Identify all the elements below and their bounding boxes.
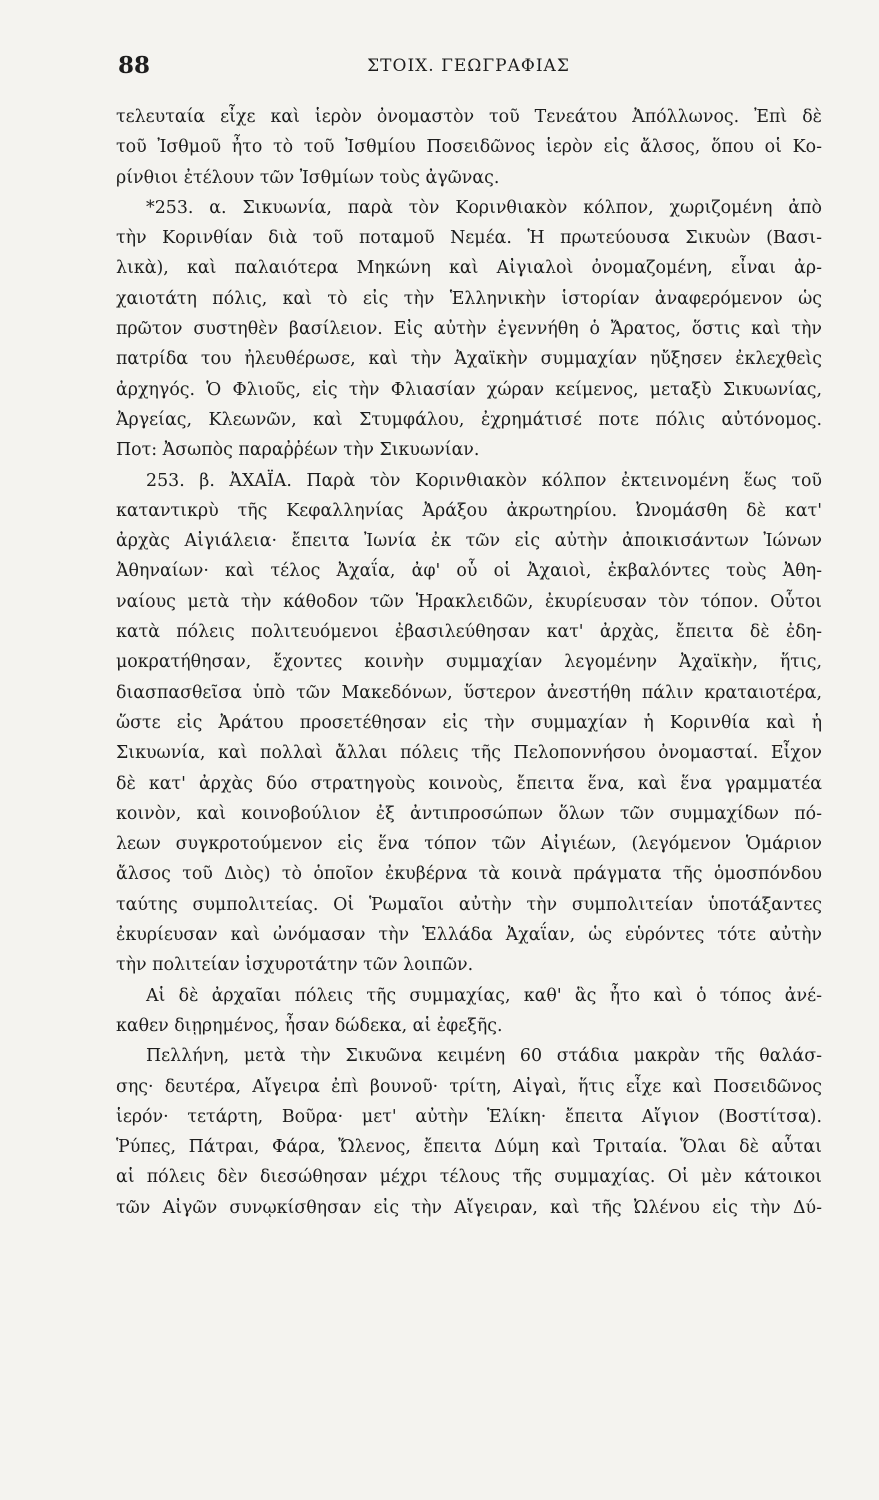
text-line: διασπασθεῖσα ὑπὸ τῶν Μακεδόνων, ὕστερον ἀνεστήθη πάλιν κραταιοτέρα, [116, 682, 822, 703]
text-line: Σικυωνία, καὶ πολλαὶ ἄλλαι πόλεις τῆς Πελοποννήσου ὀνομασταί. Εἶχον [116, 743, 822, 764]
text-line: λικὰ), καὶ παλαιότερα Μηκώνη καὶ Αἰγιαλοὶ ὀνομαζομένη, εἶναι ἀρ- [116, 258, 822, 279]
text-line: ὥστε εἰς Ἀράτου προσετέθησαν εἰς τὴν συμμαχίαν ἡ Κορινθία καὶ ἡ [116, 712, 822, 733]
text-line: ἀρχηγός. Ὁ Φλιοῦς, εἰς τὴν Φλιασίαν χώραν κείμενος, μεταξὺ Σικυωνίας, [116, 379, 822, 400]
text-line: καταντικρὺ τῆς Κεφαλληνίας Ἀράξου ἀκρωτηρίου. Ὠνομάσθη δὲ κατ' [116, 500, 822, 521]
text-line: τοῦ Ἰσθμοῦ ἦτο τὸ τοῦ Ἰσθμίου Ποσειδῶνος ἱερὸν εἰς ἄλσος, ὅπου οἱ Κο- [116, 137, 822, 158]
text-line: Ἀθηναίων· καὶ τέλος Ἀχαΐα, ἀφ' οὗ οἱ Ἀχαιοὶ, ἐκβαλόντες τοὺς Ἀθη- [116, 561, 822, 582]
text-line: Ἀργείας, Κλεωνῶν, καὶ Στυμφάλου, ἐχρημάτισέ ποτε πόλις αὐτόνομος. [116, 409, 822, 430]
page-header [118, 52, 819, 82]
text-line: κοινὸν, καὶ κοινοβούλιον ἐξ ἀντιπροσώπων ὅλων τῶν συμμαχίδων πό- [116, 803, 822, 824]
text-line: ναίους μετὰ τὴν κάθοδον τῶν Ἡρακλειδῶν, ἐκυρίευσαν τὸν τόπον. Οὗτοι [116, 591, 822, 612]
text-line: δὲ κατ' ἀρχὰς δύο στρατηγοὺς κοινοὺς, ἔπειτα ἕνα, καὶ ἕνα γραμματέα [116, 773, 822, 794]
text-body [116, 102, 822, 1223]
text-line: Ποτ: Ἀσωπὸς παραῤῥέων τὴν Σικυωνίαν. [116, 440, 480, 461]
text-line: ρίνθιοι ἐτέλουν τῶν Ἰσθμίων τοὺς ἀγῶνας. [116, 167, 500, 188]
text-line: ἀρχὰς Αἰγιάλεια· ἔπειτα Ἰωνία ἐκ τῶν εἰς αὐτὴν ἀποικισάντων Ἰώνων [116, 531, 822, 552]
text-line: πατρίδα του ἠλευθέρωσε, καὶ τὴν Ἀχαϊκὴν συμμαχίαν ηὔξησεν ἐκλεχθεὶς [116, 349, 822, 370]
running-head: ΣΤΟΙΧ. ΓΕΩΓΡΑΦΙΑΣ [367, 56, 570, 76]
text-line: ἄλσος τοῦ Διὸς) τὸ ὁποῖον ἐκυβέρνα τὰ κοινὰ πράγματα τῆς ὁμοσπόνδου [116, 864, 822, 885]
section-heading-line: *253. α. Σικυωνία, παρὰ τὸν Κορινθιακὸν κόλπον, χωριζομένη ἀπὸ [146, 197, 822, 218]
page-number: 88 [118, 52, 151, 79]
text-line: τελευταία εἶχε καὶ ἱερὸν ὀνομαστὸν τοῦ Τενεάτου Ἀπόλλωνος. Ἐπὶ δὲ [116, 107, 822, 127]
text-line: ἐκυρίευσαν καὶ ὠνόμασαν τὴν Ἑλλάδα Ἀχαΐαν, ὡς εὑρόντες τότε αὐτὴν [116, 925, 822, 946]
text-line: Ῥύπες, Πάτραι, Φάρα, Ὤλενος, ἔπειτα Δύμη καὶ Τριταία. Ὅλαι δὲ αὗται [116, 1137, 822, 1158]
text-line: μοκρατήθησαν, ἔχοντες κοινὴν συμμαχίαν λεγομένην Ἀχαϊκὴν, ἥτις, [116, 652, 822, 673]
text-line: αἱ πόλεις δὲν διεσώθησαν μέχρι τέλους τῆς συμμαχίας. Οἱ μὲν κάτοικοι [116, 1167, 822, 1188]
text-line: κατὰ πόλεις πολιτευόμενοι ἐβασιλεύθησαν κατ' ἀρχὰς, ἔπειτα δὲ ἐδη- [116, 622, 822, 643]
text-line: Αἱ δὲ ἀρχαῖαι πόλεις τῆς συμμαχίας, καθ' ἃς ἦτο καὶ ὁ τόπος ἀνέ- [146, 985, 822, 1006]
section-heading-line: 253. β. ἈΧΑΪΑ. Παρὰ τὸν Κορινθιακὸν κόλπον ἐκτεινομένη ἕως τοῦ [146, 470, 822, 491]
text-line: σης· δευτέρα, Αἴγειρα ἐπὶ βουνοῦ· τρίτη, Αἰγαὶ, ἥτις εἶχε καὶ Ποσειδῶνος [116, 1076, 822, 1097]
text-line: λεων συγκροτούμενον εἰς ἕνα τόπον τῶν Αἰγιέων, (λεγόμενον Ὁμάριον [116, 834, 822, 855]
text-line: χαιοτάτη πόλις, καὶ τὸ εἰς τὴν Ἑλληνικὴν ἱστορίαν ἀναφερόμενον ὡς [116, 288, 822, 309]
text-line: καθεν διῃρημένος, ἦσαν δώδεκα, αἱ ἐφεξῆς. [116, 1015, 503, 1036]
text-line: ἱερόν· τετάρτη, Βοῦρα· μετ' αὐτὴν Ἑλίκη· ἔπειτα Αἴγιον (Βοστίτσα). [116, 1106, 822, 1127]
text-line: Πελλήνη, μετὰ τὴν Σικυῶνα κειμένη 60 στάδια μακρὰν τῆς θαλάσ- [146, 1046, 822, 1067]
text-line: τὴν πολιτείαν ἰσχυροτάτην τῶν λοιπῶν. [116, 955, 474, 976]
text-line: πρῶτον συστηθὲν βασίλειον. Εἰς αὐτὴν ἐγεννήθη ὁ Ἄρατος, ὅστις καὶ τὴν [116, 319, 822, 340]
text-line: τῶν Αἰγῶν συνῳκίσθησαν εἰς τὴν Αἴγειραν, καὶ τῆς Ὠλένου εἰς τὴν Δύ- [116, 1197, 822, 1218]
text-line: τὴν Κορινθίαν διὰ τοῦ ποταμοῦ Νεμέα. Ἡ πρωτεύουσα Σικυὼν (Βασι- [116, 228, 822, 249]
text-line: ταύτης συμπολιτείας. Οἱ Ῥωμαῖοι αὐτὴν τὴν συμπολιτείαν ὑποτάξαντες [116, 894, 822, 915]
